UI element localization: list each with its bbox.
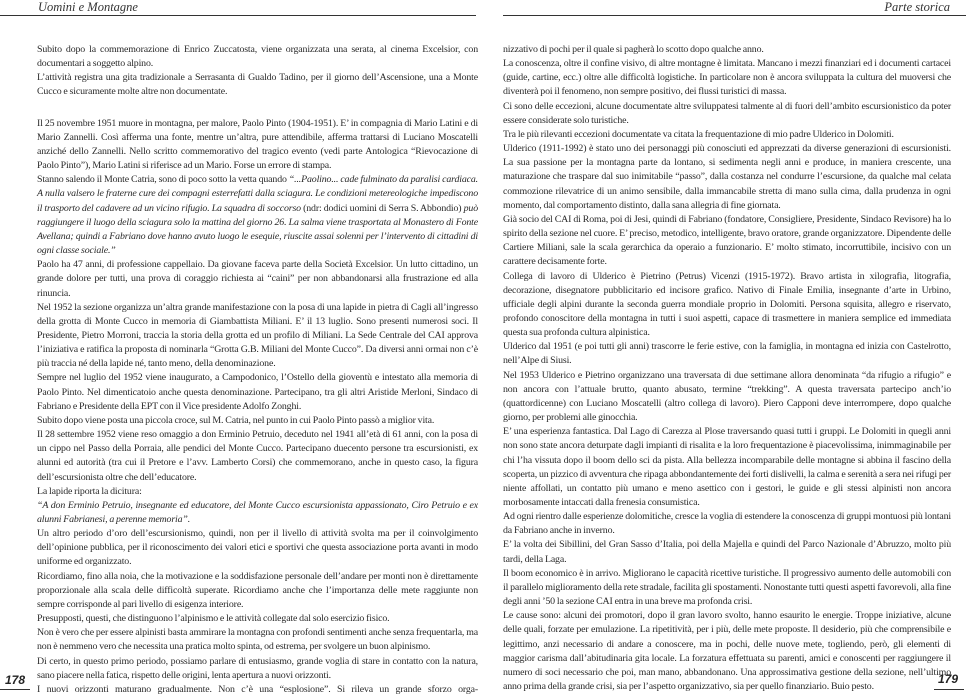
paragraph: Tra le più rilevanti eccezioni documentate va citata la frequentazione di mio padre Ulderico in Dolomiti. xyxy=(503,128,894,140)
paragraph: Le cause sono: alcuni dei promotori, dopo il gran lavoro svolto, hanno esaurito le energie. Troppe iniziative, alcune delle quali, forzate per emulazione. La ripetitività, per i più, delle mete proposte. Il desiderio, più che comprensibile e legittimo, anzi necessario di andare a conoscere, ma in pochi, delle nuove mete, togliendo, però, gli elementi di maggior carisma dall’abitudinaria gita locale. La forzatura effettuata su parenti, amici e conoscenti per raggiungere il numero di soci necessario che poi, man mano, abbandonano. Una approssimativa gestione della sezione, nell’ultimo anno prima della grande crisi, sia per l’aspetto organizzativo, sia per quello finanziario. Buio pesto. xyxy=(503,610,951,693)
catria-intro: Stanno salendo il Monte Catria, sono di poco sotto la vetta quando xyxy=(37,174,289,186)
header-rule-left xyxy=(0,15,476,16)
paragraph: Presupposti, questi, che distinguono l’alpinismo e le attività collegate dal solo esercizio fisico. xyxy=(37,613,390,625)
page-number-left: 178 xyxy=(5,673,26,687)
paragraph: I nuovi orizzonti maturano gradualmente. Non c’è una “esplosione”. Si rileva un grande sforzo orga- xyxy=(37,683,478,695)
catria-quote-cont: può raggiungere il luogo della sciagura solo la mattina del giorno 26. La salma viene trasportata al Monastero di Fonte Avellana; quindi a Fabriano dove hanno avuto luogo le esequie, riuscite assai solenni per l’intervento di cittadini di ogni classe sociale.” xyxy=(37,202,478,257)
running-head-left: Uomini e Montagne xyxy=(38,0,138,14)
paragraph: Non è vero che per essere alpinisti basta ammirare la montagna con profondi sentimenti anche senza frequentarla, ma non è nemmeno vero che necessita una pratica molto spinta, od estrema, per svolgere un buon alpinismo. xyxy=(37,627,478,653)
paragraph: Il 28 settembre 1952 viene reso omaggio a don Erminio Petruio, deceduto nel 1941 all’età di 61 anni, con la posa di un cippo nel Passo della Porraia, alle pendici del Monte Cucco. Partecipano duecento persone tra escursionisti, ex alunni ed autorità (tra cui il Pretore e l’avv. Lamberto Corsi) che commemorano, anche in questo caso, la figura dell’escursionista oltre che dell’educatore. xyxy=(37,429,478,483)
paragraph: Nel 1953 Ulderico e Pietrino organizzano una traversata di due settimane allora denominata “da rifugio a rifugio” e non ancora con l’attuale brutto, quanto abusato, termine “trekking”. A questa traversata partecipo anch’io (quattordicenne) con Luciano Moscatelli (altro collega di lavoro). Piero Capponi deve interrompere, dopo qualche giorno, per problemi alle ginocchia. xyxy=(503,369,951,424)
page-number-rule-right xyxy=(934,689,964,690)
paragraph: Sempre nel luglio del 1952 viene inaugurato, a Campodonico, l’Ostello della gioventù e intestato alla memoria di Paolo Pinto. Nel dimenticatoio anche questa denominazione. Partecipano, tra gli altri Aristide Merloni, Sindaco di Fabriano e Presidente della EPT con il Vice presidente Adolfo Zonghi. xyxy=(37,372,478,412)
paragraph: nizzativo di pochi per il quale si pagherà lo scotto dopo qualche anno. xyxy=(503,44,764,55)
paragraph: E’ una esperienza fantastica. Dal Lago di Carezza al Plose traversando quasi tutti i gruppi. Le Dolomiti in quegli anni non sono state ancora deturpate dagli impianti di risalita e la loro frequentazione è piacevolissima, inimmaginabile per chi l’ha vissuta dopo il boom dello sci da pista. Alla bellezza incomparabile delle montagne si abbina il fascino della scoperta, un pizzico di avventura che ripaga abbondantemente dei forti dislivelli, la calma e serenità a sera nei rifugi per niente affollati, un contatto più umano e meno asettico con i gestori, le guide e gli stessi alpinisti non ancora morbosamente intaccati dalla frenesia consumistica. xyxy=(503,426,951,508)
page-number-rule-left xyxy=(0,689,30,690)
catria-quote: “...Paolino... cade fulminato da paralisi cardiaca. A nulla valsero le fraterne cure dei compagni esterrefatti dalla sciagura. Le condizioni metereologiche impediscono il trasporto del cadavere ad un vicino rifugio. La squadra di soccorso xyxy=(37,174,478,214)
right-page-body xyxy=(503,43,951,694)
paragraph: Ci sono delle eccezioni, alcune documentate altre sviluppatesi talmente al di fuori dell’ambito escursionistico da poter essere considerate solo turistiche. xyxy=(503,100,951,126)
paragraph: Ulderico dal 1951 (e poi tutti gli anni) trascorre le ferie estive, con la famiglia, in montagna ed inizia con Castelrotto, nell’Alpe di Siusi. xyxy=(503,341,951,367)
paragraph: Ad ogni rientro dalle esperienze dolomitiche, cresce la voglia di estendere la conoscenza di gruppi montuosi più lontani da Fabriano anche in inverno. xyxy=(503,511,951,537)
paragraph: Il boom economico è in arrivo. Migliorano le capacità ricettive turistiche. Il progressivo aumento delle automobili con il parallelo miglioramento della rete stradale, facilita gli spostamenti. Nonostante tutti questi aspetti favorevoli, alla fine degli anni ’50 la sezione CAI entra in una breve ma profonda crisi. xyxy=(503,567,951,608)
paragraph: Paolo ha 47 anni, di professione cappellaio. Da giovane faceva parte della Società Excelsior. Un lutto cittadino, un grande dolore per tutti, una prova di coraggio richiesta ai “caini” per non abbandonarsi alla frustrazione ed alla rinuncia. xyxy=(37,259,478,299)
paragraph: Già socio del CAI di Roma, poi di Jesi, quindi di Fabriano (fondatore, Consigliere, Presidente, Sindaco Revisore) ha lo spirito della sezione nel cuore. E’ preciso, metodico, intelligente, bravo oratore, grande organizzatore. Dipendente delle Cartiere Miliani, sale la scala gerarchica da operaio a funzionario. E’ molto stimato, incorruttibile, incisivo con un carattere decisamente forte. xyxy=(503,213,951,268)
left-page-body xyxy=(37,43,478,697)
running-head-right: Parte storica xyxy=(884,0,950,14)
paragraph: Collega di lavoro di Ulderico è Pietrino (Petrus) Vicenzi (1915-1972). Bravo artista in xilografia, litografia, decorazione, disegnatore pubblicitario ed incisore grafico. Nativo di Finale Emilia, insegnante d’arte in Urbino, ufficiale degli alpini durante la seconda guerra mondiale proprio in Dolomiti. Persona squisita, allegro e riservato, profondo conoscitore della montagna in tutti i suoi aspetti, capace di trasmettere in maniera semplice ed immediata questa sua profonda cultura alpinistica. xyxy=(503,270,951,339)
paragraph: Subito dopo viene posta una piccola croce, sul M. Catria, nel punto in cui Paolo Pinto passò a miglior vita. xyxy=(37,414,435,426)
paragraph: La conoscenza, oltre il confine visivo, di altre montagne è limitata. Mancano i mezzi finanziari ed i documenti cartacei (guide, cartine, ecc.) oltre alle difficoltà logistiche. In particolare non è ancora sviluppata la cultura del muoversi che diventerà poi il fenomeno, non sempre positivo, dei flussi turistici di massa. xyxy=(503,58,951,98)
paragraph: Ulderico (1911-1992) è stato uno dei personaggi più conosciuti ed apprezzati da diverse generazioni di escursionisti. La sua passione per la montagna parte da lontano, si sedimenta negli anni e produce, in maniera crescente, una maturazione che traspare dal suo inimitabile “passo”, dalla costanza nel condurre l’escursione, da qualche mal celata commozione rilevatrice di un animo sensibile, dalla immancabile stretta di mano sulla cima, dalla prudenza in ogni momento, dal comportamento distinto, dalla sana allegria di fine giornata. xyxy=(503,143,951,211)
paragraph: Il 25 novembre 1951 muore in montagna, per malore, Paolo Pinto (1904-1951). E’ in compagnia di Mario Latini e di Mario Zannelli. Così afferma una fonte, mentre un’altra, pure attendibile, afferma trattarsi di Luciano Moscatelli anziché dello Zannelli. Nello scritto commemorativo del tragico evento (vedi parte Antologica “Rievocazione di Paolo Pinto”), Mario Latini si riferisce ad un Mario. Forse un errore di stampa. xyxy=(37,117,478,172)
paragraph: E’ la volta dei Sibillini, del Gran Sasso d’Italia, poi della Majella e quindi del Parco Nazionale d’Abruzzo, molto più tardi, della Laga. xyxy=(503,539,951,565)
page-number-right: 179 xyxy=(937,672,958,686)
paragraph: L’attività registra una gita tradizionale a Serrasanta di Gualdo Tadino, per il giorno dell’Ascensione, una a Monte Cucco e sicuramente molte altre non documentate. xyxy=(37,72,478,98)
right-page xyxy=(483,0,966,699)
header-rule-right xyxy=(503,15,966,16)
inscription-quote: “A don Erminio Petruio, insegnante ed educatore, del Monte Cucco escursionista appassionato, Ciro Petruio e ex alunni Fabrianesi, a perenne memoria”. xyxy=(37,499,478,525)
catria-note: (ndr: dodici uomini di Serra S. Abbondio) xyxy=(300,202,464,214)
paragraph: Di certo, in questo primo periodo, possiamo parlare di entusiasmo, grande voglia di stare in contatto con la natura, sano piacere nella fatica, rispetto delle origini, lenta apertura a nuovi orizzonti. xyxy=(37,655,478,681)
paragraph: Un altro periodo d’oro dell’escursionismo, quindi, non per il livello di attività svolta ma per il coinvolgimento dell’opinione pubblica, per il riconoscimento dei valori etici e sportivi che questa associazione porta avanti in modo uniforme ed organizzato. xyxy=(37,528,478,568)
paragraph: Subito dopo la commemorazione di Enrico Zuccatosta, viene organizzata una serata, al cinema Excelsior, con documentari a soggetto alpino. xyxy=(37,44,478,70)
paragraph-catria xyxy=(37,173,478,258)
paragraph: La lapide riporta la dicitura: xyxy=(37,485,142,497)
paragraph: Ricordiamo, fino alla noia, che la motivazione e la soddisfazione personale dell’andare per monti non è direttamente proporzionale alla scala delle difficoltà superate. Ricordiamo anche che l’importanza delle mete raggiunte non sempre corrisponde al pari livello di esigenza interiore. xyxy=(37,570,478,610)
paragraph: Nel 1952 la sezione organizza un’altra grande manifestazione con la posa di una lapide in pietra di Cagli all’ingresso della grotta di Monte Cucco in memoria di Giambattista Miliani. E’ il 13 luglio. Sono presenti numerosi soci. Il Presidente, Pietro Morroni, traccia la storia della grotta ed un profilo di Miliani. La Sede Centrale del CAI approva l’iniziativa e ratifica la proposta di nominarla “Grotta G.B. Miliani del Monte Cucco”. Da diversi anni ormai non c’è più traccia né della lapide né, tanto meno, della denominazione. xyxy=(37,301,478,370)
